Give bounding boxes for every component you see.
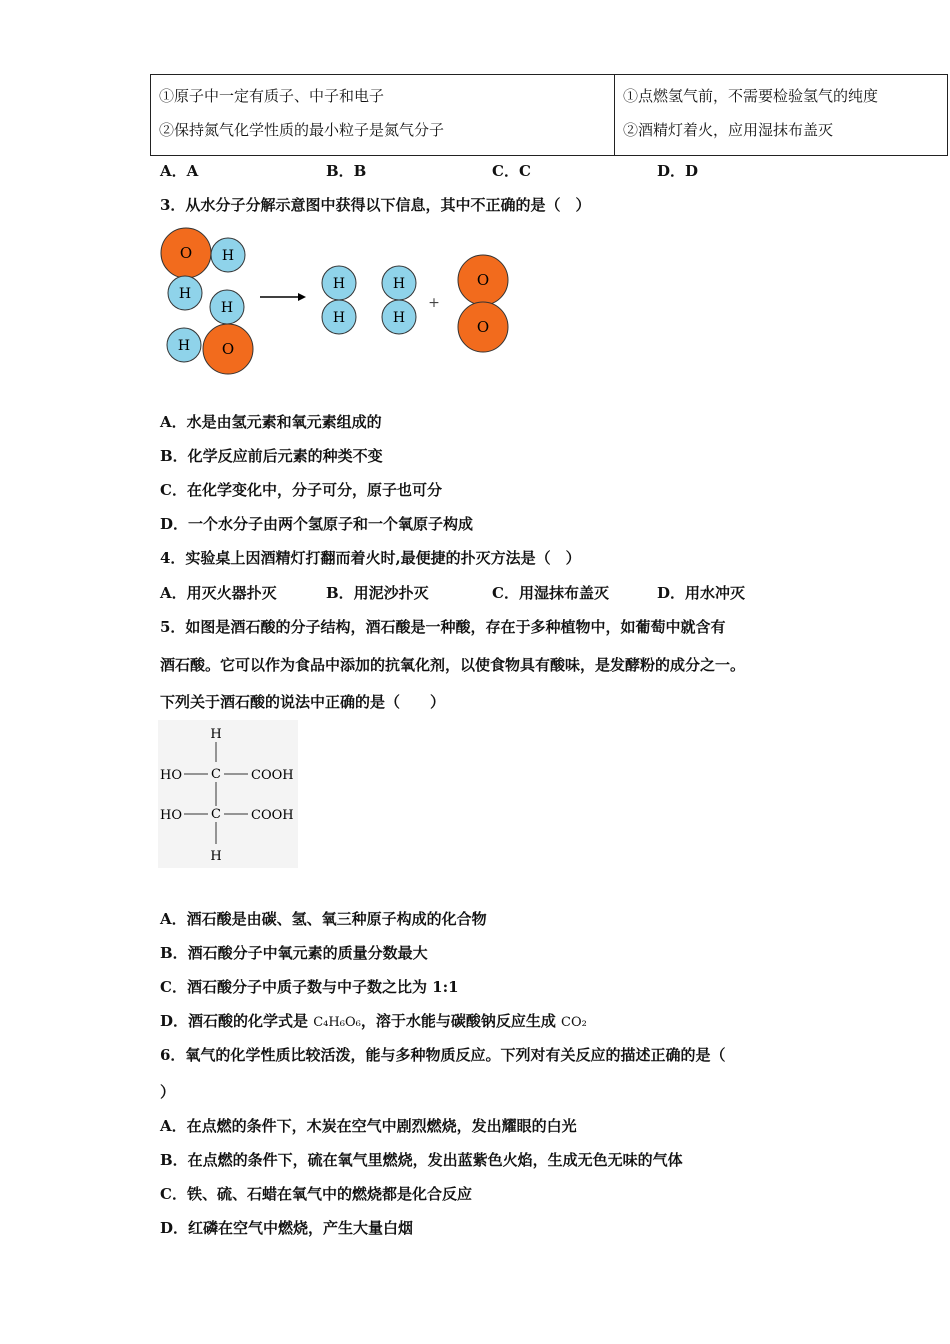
- oxygen-label: O: [476, 271, 490, 289]
- hydrogen-label: H: [392, 310, 406, 326]
- struct-ho-2: HO: [160, 808, 182, 823]
- q2-option-b[interactable]: B．B: [326, 162, 367, 180]
- plus-sign: +: [428, 295, 440, 311]
- q2-option-d[interactable]: D．D: [657, 162, 699, 180]
- hydrogen-label: H: [332, 276, 346, 292]
- q5-option-c[interactable]: C．酒石酸分子中质子数与中子数之比为 1:1: [160, 978, 459, 996]
- q2-option-c[interactable]: C．C: [492, 162, 531, 180]
- q3-option-d[interactable]: D．一个水分子由两个氢原子和一个氧原子构成: [160, 515, 474, 533]
- q5-option-d-formula: C₄H₆O₆: [313, 1015, 361, 1030]
- struct-c-2: C: [211, 807, 221, 822]
- hydrogen-label: H: [178, 286, 192, 302]
- struct-ho-1: HO: [160, 768, 182, 783]
- struct-cooh-2: COOH: [251, 808, 294, 823]
- table-left-item-2: ②保持氮气化学性质的最小粒子是氮气分子: [159, 121, 445, 139]
- hydrogen-label: H: [332, 310, 346, 326]
- q5-option-d-co2: CO₂: [561, 1015, 587, 1030]
- oxygen-label: O: [221, 340, 235, 358]
- q4-option-d[interactable]: D．用水冲灭: [657, 584, 746, 602]
- q3-option-a[interactable]: A．水是由氢元素和氧元素组成的: [160, 413, 382, 431]
- q3-option-c[interactable]: C．在化学变化中，分子可分，原子也可分: [160, 481, 442, 499]
- water-decomposition-diagram: [158, 225, 518, 375]
- oxygen-label: O: [476, 318, 490, 336]
- q3-stem: 3．从水分子分解示意图中获得以下信息，其中不正确的是（ ）: [160, 196, 591, 214]
- q5-option-a[interactable]: A．酒石酸是由碳、氢、氧三种原子构成的化合物: [160, 910, 487, 928]
- hydrogen-label: H: [220, 300, 234, 316]
- struct-c-1: C: [211, 767, 221, 782]
- q3-option-b[interactable]: B．化学反应前后元素的种类不变: [160, 447, 383, 465]
- q4-stem: 4．实验桌上因酒精灯打翻而着火时,最便捷的扑灭方法是（ ）: [160, 549, 581, 567]
- q5-option-d-rest: ，溶于水能与碳酸钠反应生成: [360, 1012, 562, 1030]
- q6-stem-line-1: 6．氧气的化学性质比较活泼，能与多种物质反应。下列对有关反应的描述正确的是（: [160, 1046, 726, 1064]
- q6-stem-line-2: ）: [160, 1083, 176, 1101]
- q5-stem-line-1: 5．如图是酒石酸的分子结构，酒石酸是一种酸，存在于多种植物中，如葡萄中就含有: [160, 618, 726, 636]
- q5-option-d[interactable]: [160, 1010, 587, 1031]
- struct-cooh-1: COOH: [251, 768, 294, 783]
- table-right-item-2: ②酒精灯着火，应用湿抹布盖灭: [623, 121, 834, 139]
- q4-option-a[interactable]: A．用灭火器扑灭: [160, 584, 277, 602]
- arrow-head-icon: [298, 293, 306, 301]
- hydrogen-label: H: [177, 338, 191, 354]
- q6-option-c[interactable]: C．铁、硫、石蜡在氧气中的燃烧都是化合反应: [160, 1185, 472, 1203]
- question-2-table: [150, 74, 948, 156]
- table-divider: [614, 75, 615, 155]
- q5-stem-line-2: 酒石酸。它可以作为食品中添加的抗氧化剂，以使食物具有酸味，是发酵粉的成分之一。: [160, 656, 746, 674]
- q5-option-d-text: D．酒石酸的化学式是: [160, 1012, 314, 1030]
- hydrogen-label: H: [392, 276, 406, 292]
- table-left-item-1: ①原子中一定有质子、中子和电子: [159, 87, 385, 105]
- struct-h-top: H: [210, 727, 222, 742]
- hydrogen-label: H: [221, 248, 235, 264]
- tartaric-acid-structure: [158, 720, 298, 868]
- q5-option-b[interactable]: B．酒石酸分子中氧元素的质量分数最大: [160, 944, 428, 962]
- oxygen-label: O: [179, 244, 193, 262]
- struct-h-bottom: H: [210, 849, 222, 864]
- q2-option-a[interactable]: A．A: [160, 162, 199, 180]
- q6-option-b[interactable]: B．在点燃的条件下，硫在氧气里燃烧，发出蓝紫色火焰，生成无色无味的气体: [160, 1151, 683, 1169]
- q6-option-a[interactable]: A．在点燃的条件下，木炭在空气中剧烈燃烧，发出耀眼的白光: [160, 1117, 577, 1135]
- q4-option-c[interactable]: C．用湿抹布盖灭: [492, 584, 609, 602]
- table-right-item-1: ①点燃氢气前，不需要检验氢气的纯度: [623, 87, 879, 105]
- q4-option-b[interactable]: B．用泥沙扑灭: [326, 584, 429, 602]
- q5-stem-line-3: 下列关于酒石酸的说法中正确的是（ ）: [160, 693, 446, 711]
- q6-option-d[interactable]: D．红磷在空气中燃烧，产生大量白烟: [160, 1219, 414, 1237]
